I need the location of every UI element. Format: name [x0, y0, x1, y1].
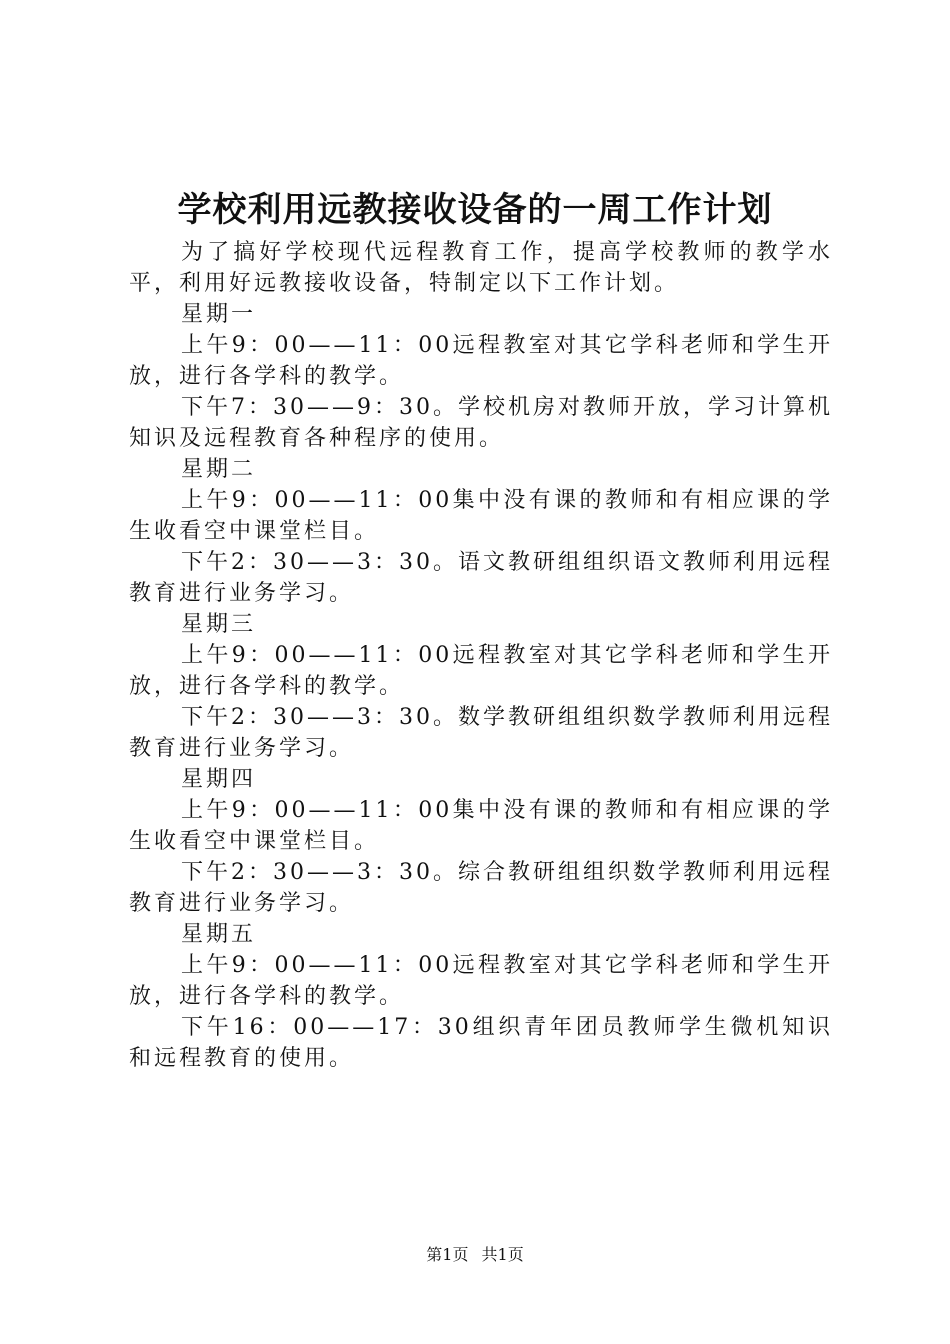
- schedule-item: 下午16：00——17：30组织青年团员教师学生微机知识和远程教育的使用。: [129, 1015, 833, 1071]
- page-number: 第1页: [426, 1245, 469, 1264]
- page-total: 共1页: [481, 1245, 524, 1264]
- day-heading-friday: 星期五: [181, 922, 257, 947]
- intro-paragraph: 为了搞好学校现代远程教育工作，提高学校教师的教学水平，利用好远教接收设备，特制定以下工作计划。: [129, 240, 833, 296]
- schedule-item: 上午9：00——11：00远程教室对其它学科老师和学生开放，进行各学科的教学。: [129, 333, 833, 389]
- day-heading-tuesday: 星期二: [181, 457, 257, 482]
- schedule-item: 下午2：30——3：30。语文教研组组织语文教师利用远程教育进行业务学习。: [129, 550, 833, 606]
- schedule-item: 上午9：00——11：00远程教室对其它学科老师和学生开放，进行各学科的教学。: [129, 643, 833, 699]
- schedule-item: 下午2：30——3：30。综合教研组组织数学教师利用远程教育进行业务学习。: [129, 860, 833, 916]
- schedule-item: 上午9：00——11：00集中没有课的教师和有相应课的学生收看空中课堂栏目。: [129, 798, 833, 854]
- day-heading-thursday: 星期四: [181, 767, 257, 792]
- schedule-item: 下午7：30——9：30。学校机房对教师开放，学习计算机知识及远程教育各种程序的使用。: [129, 395, 833, 451]
- document-body: [129, 237, 833, 1074]
- schedule-item: 上午9：00——11：00远程教室对其它学科老师和学生开放，进行各学科的教学。: [129, 953, 833, 1009]
- schedule-item: 下午2：30——3：30。数学教研组组织数学教师利用远程教育进行业务学习。: [129, 705, 833, 761]
- document-title: 学校利用远教接收设备的一周工作计划: [177, 190, 773, 230]
- schedule-item: 上午9：00——11：00集中没有课的教师和有相应课的学生收看空中课堂栏目。: [129, 488, 833, 544]
- page-footer: [0, 1244, 950, 1266]
- day-heading-monday: 星期一: [181, 302, 257, 327]
- day-heading-wednesday: 星期三: [181, 612, 257, 637]
